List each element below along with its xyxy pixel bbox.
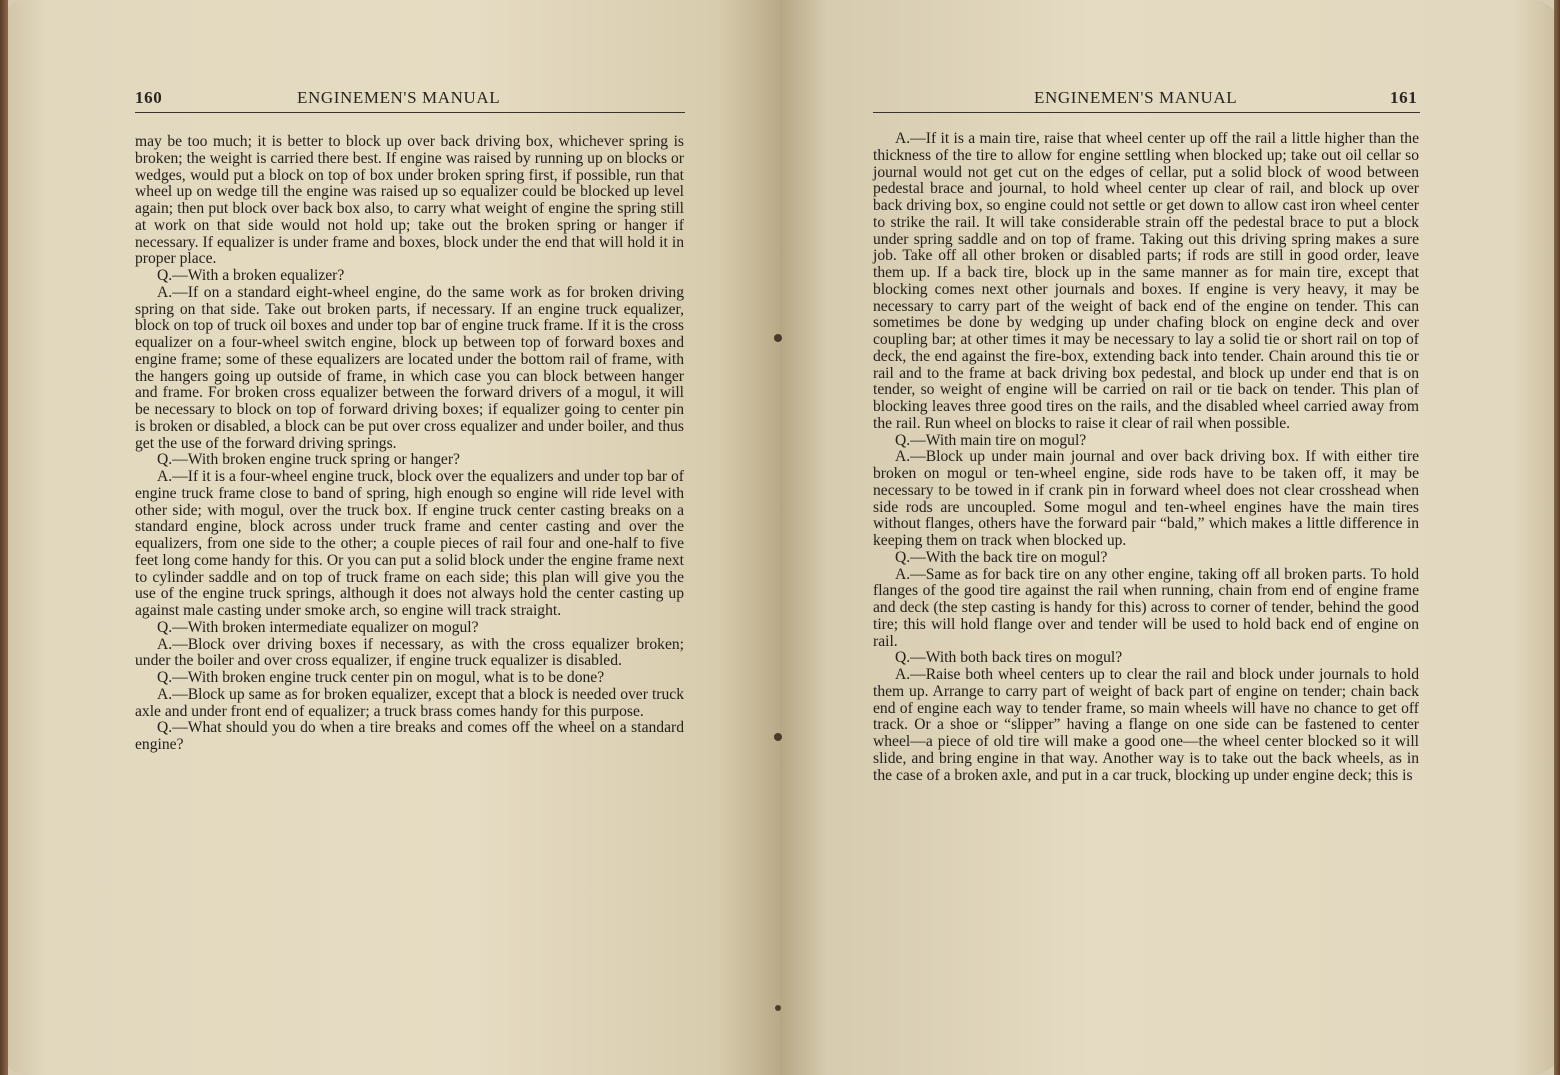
- right-page: [780, 0, 1560, 1075]
- question: Q.—With broken intermediate equalizer on mogul?: [157, 618, 479, 636]
- answer: A.—If it is a four-wheel engine truck, block over the equalizers and under top bar of engine truck frame close to band of spring, high enough so engine will ride level with other side; with mogul, over the truck box. If engine truck center casting breaks on a standard engine, block across under truck frame and center casting and over the equalizers, from one side to the other; a couple pieces of rail four and one-half to five feet long come handy for this. Or you can put a solid block under the engine frame next to cylinder saddle and on top of truck frame on each side; this plan will give you the use of the engine truck springs, although it does not always hold the center casting up against male casting under smoke arch, so engine will track straight.: [135, 468, 684, 619]
- question: Q.—With broken engine truck center pin on mogul, what is to be done?: [157, 669, 605, 686]
- book-cover-edge-right: [1554, 0, 1560, 1075]
- right-running-head: ENGINEMEN'S MANUAL: [1034, 88, 1238, 107]
- left-header-rule: [135, 112, 685, 113]
- question: Q.—With both back tires on mogul?: [895, 649, 1123, 667]
- right-page-number: 161: [1390, 88, 1418, 107]
- book-cover-edge-left: [0, 0, 8, 1075]
- right-header-rule: [873, 112, 1420, 113]
- left-page-header: [135, 88, 685, 110]
- question: Q.—With a broken equalizer?: [157, 267, 345, 284]
- left-page-number: 160: [135, 88, 163, 107]
- binding-thread-mark: [775, 1005, 781, 1011]
- answer: A.—If it is a main tire, raise that wheel center up off the rail a little higher than the thickness of the tire to allow for engine settling when blocked up; take out oil cellar so journal would not get cut on the edges of cellar, put a solid block of wood between pedestal brace and journal, to hold wheel center up clear of rail, and block up over back driving box, so engine could not settle or get down to allow cast iron wheel center to strike the rail. It will take considerable strain off the pedestal brace to put a block under spring saddle and on top of frame. Taking out this driving spring makes a sure job. Take off all other broken or disabled parts; if rods are still in good order, leave them up. If a back tire, block up in the same manner as for main tire, except that blocking comes next other journals and boxes. If engine is very heavy, it may be necessary to carry part of the weight of back end of the engine on tender. This can sometimes be done by wedging up under chafing block on engine deck and over coupling bar; at other times it may be necessary to lay a solid tie or short rail on top of deck, the end against the fire-box, extending back into tender. Chain around this tie or rail and to the frame at back driving box pedestal, and block up under end that is on tender, so weight of engine will be carried on rail or tie back on tender. This plan of blocking leaves three good tires on the rails, and the disabled wheel carried away from the rail. Run wheel on blocks to raise it clear of rail when possible.: [873, 130, 1419, 432]
- answer: A.—Block up same as for broken equalizer, except that a block is needed over truck axle and under front end of equalizer; a truck brass comes handy for this purpose.: [135, 685, 684, 720]
- binding-thread-mark: [774, 733, 782, 741]
- left-page-text: [135, 134, 684, 754]
- right-page-text: [873, 131, 1419, 784]
- answer: A.—Raise both wheel centers up to clear the rail and block under journals to hold them up. Arrange to carry part of weight of back part of engine on tender; chain back end of engine each way to tender frame, so main wheels will have no chance to get off track. Or a shoe or “slipper” having a flange on one side can be fastened to center wheel—a piece of old tire will make a good one—the wheel center blocked so it will slide, and bring engine in that way. Another way is to take out the back wheels, as in the case of a broken axle, and put in a car truck, blocking up under engine deck; this is: [873, 666, 1419, 784]
- binding-thread-mark: [774, 334, 782, 342]
- right-page-header: [873, 88, 1420, 110]
- answer: A.—Same as for back tire on any other engine, taking off all broken parts. To hold flanges of the good tire against the rail when running, chain from end of engine frame and deck (the step casting is handy for this) across to corner of tender, behind the good tire; this will hold flange over and tender will be used to hold back end of engine on rail.: [873, 565, 1419, 650]
- answer: A.—Block over driving boxes if necessary, as with the cross equalizer broken; under the boiler and over cross equalizer, if engine truck equalizer is disabled.: [135, 635, 684, 670]
- question: Q.—With main tire on mogul?: [895, 431, 1087, 449]
- answer: A.—Block up under main journal and over back driving box. If with either tire broken on mogul or ten-wheel engine, side rods have to be taken off, it may be necessary to be towed in if crank pin in forward wheel does not clear crosshead when side rods are uncoupled. Some mogul and ten-wheel engines have the main tires without flanges, others have the forward pair “bald,” which makes a little difference in keeping them on track when blocked up.: [873, 448, 1419, 549]
- question: Q.—With the back tire on mogul?: [895, 548, 1108, 566]
- answer: A.—If on a standard eight-wheel engine, do the same work as for broken driving spring on that side. Take out broken parts, if necessary. If an engine truck equalizer, block on top of truck oil boxes and under top bar of engine truck frame. If it is the cross equalizer on a four-wheel switch engine, block up between top of forward boxes and engine frame; some of these equalizers are located under the bottom rail of frame, with the hangers going up outside of frame, in which case you can block between hanger and frame. For broken cross equalizer between the forward drivers of a mogul, it will be necessary to block on top of forward driving boxes; if equalizer going to center pin is broken or disabled, a block can be put over cross equalizer and under boiler, and thus get the use of the forward driving springs.: [135, 283, 684, 452]
- paragraph: may be too much; it is better to block up over back driving box, whichever spring is broken; the weight is carried there best. If engine was raised by running up on blocks or wedges, would put a block on top of box under broken spring first, if possible, run that wheel up on wedge till the engine was raised up so equalizer could be blocked up level again; then put block over back box also, to carry what weight of engine the spring still at work on that side would not hold up; take out the broken spring or hanger if necessary. If equalizer is under frame and boxes, block under the end that will hold it in proper place.: [135, 133, 684, 268]
- left-running-head: ENGINEMEN'S MANUAL: [297, 88, 501, 107]
- question: Q.—With broken engine truck spring or hanger?: [157, 451, 460, 469]
- question: Q.—What should you do when a tire breaks and comes off the wheel on a standard engine?: [135, 719, 684, 753]
